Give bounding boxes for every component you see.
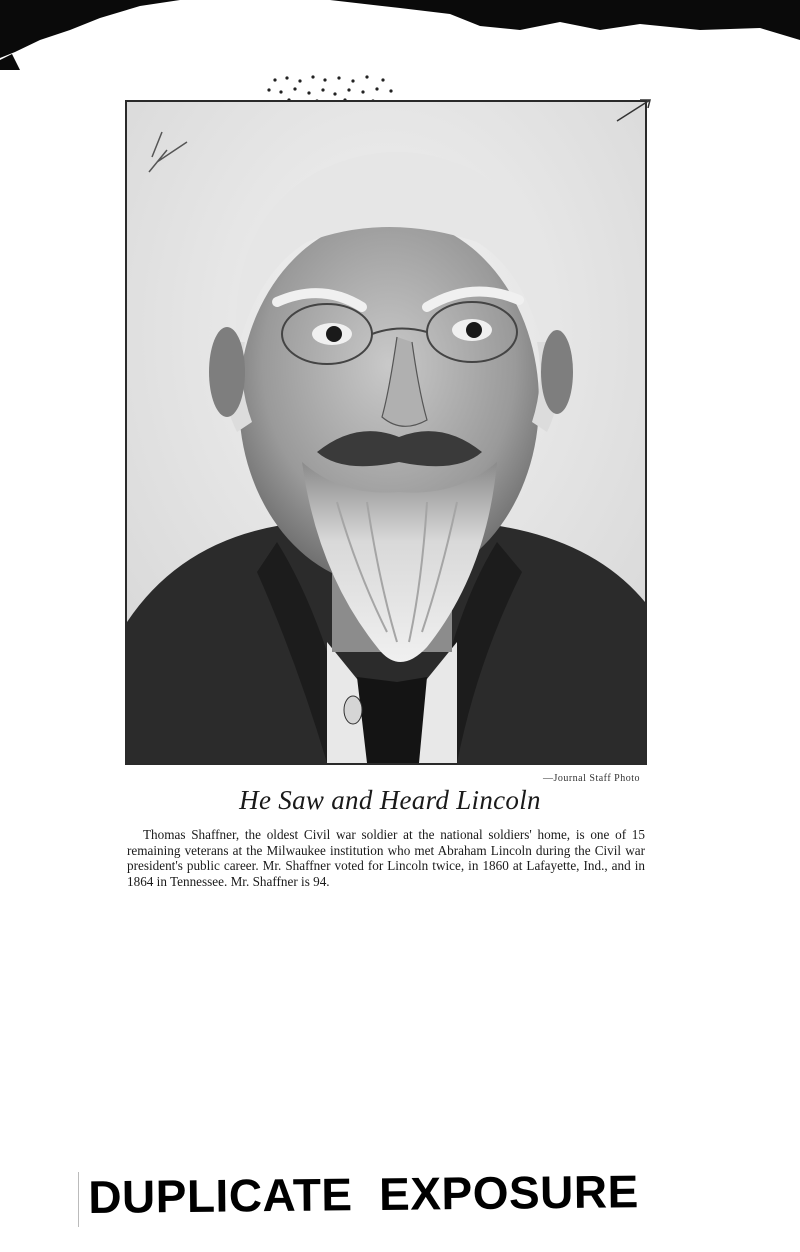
headline: He Saw and Heard Lincoln [239,785,541,815]
duplicate-exposure-stamp: DUPLICATE EXPOSURE [88,1165,640,1223]
portrait-photo-icon [127,102,645,763]
stamp-divider [78,1172,79,1227]
photo-credit: —Journal Staff Photo [542,773,640,784]
pen-mark-corner [612,96,652,126]
caption-paragraph: Thomas Shaffner, the oldest Civil war soldier at the national soldiers' home, is one of 15 remaining veterans at the Milwaukee institution who met Abraham Lincoln during the Civil war president's public career. Mr. Shaffner voted for Lincoln twice, in 1860 at Lafayette, Ind., and in 1864 in Tennessee. Mr. Shaffner is 94. [127,827,645,889]
torn-paper-edge [0,0,800,70]
portrait-photo [125,100,647,765]
